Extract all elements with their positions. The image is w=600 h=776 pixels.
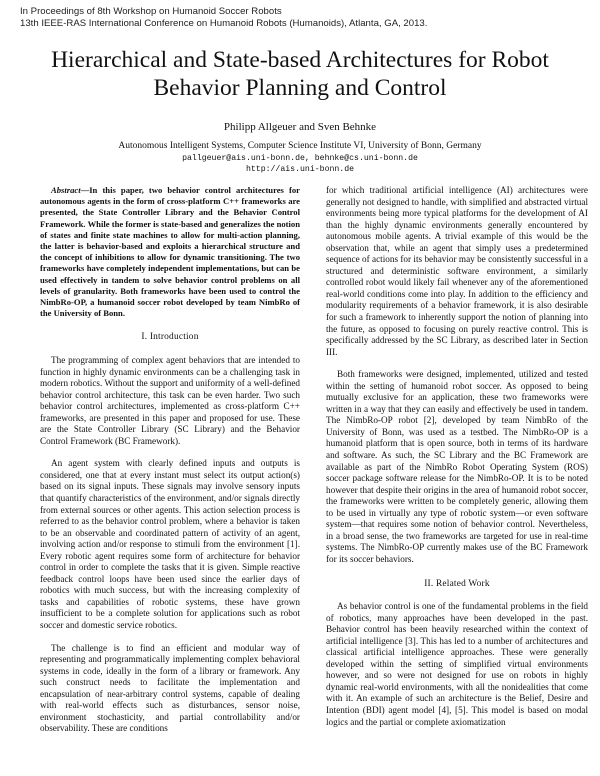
title-line-1: Hierarchical and State-based Architectures for Robot: [51, 47, 549, 73]
paragraph: The challenge is to find an efficient and modular way of representing and programmatically implementing complex behavioral systems in code, ideally in the form of a library or framework. Any such construct needs to facilitate the implementation and encapsulation of near-arbitrary control systems, capable of dealing with real-world effects such as disturbances, sensor noise, environment stochasticity, and partial controllability and/or observability. These are conditions: [40, 642, 300, 734]
paragraph: An agent system with clearly defined inputs and outputs is considered, one that at every instant must select its output action(s) based on its signal inputs. These signals may involve sensory inputs that quantify characteristics of the environment, and/or signals directly from external sources or other agents. This action selection process is referred to as the behavior control problem, where a behavior is taken to be an observable and coordinated pattern of activity of an agent, involving action and/or response to stimuli from the environment [1]. Every robotic agent requires some form of architecture for behavior control in order to complete the tasks that it is given. Simple reactive feedback control loops have been used since the earlier days of robotics with much success, but with the increasing complexity of tasks and capabilities of robotic systems, these have grown insufficient to be a complete solution for applications such as robot soccer and domestic service robotics.: [40, 458, 300, 631]
right-column: [326, 185, 588, 728]
abstract-text: —In this paper, two behavior control architectures for autonomous agents in the form of cross-platform C++ frameworks are presented, the State Controller Library and the Behavior Control Framework. While the former is state-based and generalizes the notion of states and finite state machines to allow for multi-action planning, the latter is behavior-based and exploits a hierarchical structure and the concept of inhibitions to allow for dynamic transitioning. The two frameworks have completely independent implementations, but can be used effectively in tandem to solve behavior control problems on all levels of granularity. Both frameworks have been used to control the NimbRo-OP, a humanoid soccer robot developed by team NimbRo of the University of Bonn.: [40, 185, 300, 319]
paragraph: The programming of complex agent behaviors that are intended to function in highly dynamic environments can be a challenging task in modern robotics. Without the support and uniformity of a well-defined behavior control architecture, this task can be even harder. Two such behavior control architectures, implemented as cross-platform C++ frameworks, are presented in this paper and proposed for use. These are the State Controller Library (SC Library) and the Behavior Control Framework (BC Framework).: [40, 354, 300, 446]
authors: Philipp Allgeuer and Sven Behnke: [223, 121, 377, 133]
header-line-2: 13th IEEE-RAS International Conference on Humanoid Robots (Humanoids), Atlanta, GA, 2013.: [20, 17, 428, 29]
abstract-label: Abstract: [51, 185, 81, 195]
proceedings-header: [20, 6, 427, 29]
affiliation: [0, 141, 600, 176]
author-emails[interactable]: pallgeuer@ais.uni-bonn.de, behnke@cs.uni-bonn.de: [182, 153, 418, 163]
header-line-1: In Proceedings of 8th Workshop on Humanoid Soccer Robots: [20, 6, 282, 17]
abstract: [40, 185, 300, 319]
section-heading-related-work: II. Related Work: [424, 578, 490, 589]
paragraph: for which traditional artificial intelligence (AI) architectures were generally not designed to handle, with simplified and abstracted virtual environments being more typical platforms for the development of AI than the highly dynamic environments generally encountered by autonomous mobile agents. A trivial example of this would be the observation that, while an agent that simply uses a predetermined sequence of actions for its behavior may be consistently successful in a structured and deterministic software environment, a similarly controlled robot would likely fail whenever any of the aforementioned real-world conditions come into play. In addition to the efficiency and modularity requirements of a behavior framework, it is also desirable for such a framework to inherently support the notion of planning into the future, as opposed to focusing on purely reactive control. This is specifically addressed by the SC Library, as described later in Section III.: [326, 185, 588, 357]
section-heading-introduction: I. Introduction: [141, 332, 199, 343]
left-column: [40, 185, 300, 735]
paragraph: Both frameworks were designed, implemented, utilized and tested within the setting of humanoid robot soccer. As opposed to being mutually exclusive for an application, these two frameworks were written in a way that they can easily and effectively be used in tandem. The NimbRo-OP robot [2], developed by team NimbRo of the University of Bonn, was used as a testbed. The NimbRo-OP is a humanoid platform that is open source, both in terms of its hardware and software. As such, the SC Library and the BC Framework are available as part of the NimbRo Robot Operating System (ROS) soccer package software release for the NimbRo-OP. It is to be noted however that despite their origins in the area of humanoid robot soccer, the frameworks were written to be completely generic, allowing them to be used in virtually any type of robotic system—or even software system—that requires some notion of behavior control. Nevertheless, in a broad sense, the two frameworks are targeted for use in real-time systems. The NimbRo-OP currently makes use of the BC Framework for its soccer behaviors.: [326, 369, 588, 564]
institution: Autonomous Intelligent Systems, Computer Science Institute VI, University of Bonn, Germany: [118, 141, 482, 151]
title-line-2: Behavior Planning and Control: [153, 75, 447, 101]
paragraph: As behavior control is one of the fundamental problems in the field of robotics, many approaches have been developed in the past. Behavior control has been heavily researched within the context of artificial intelligence [3]. This has led to a number of architectures and classical artificial intelligence approaches. These were generally developed within the setting of simplified virtual environments however, and so were not designed for use on robots in highly dynamic real-world environments, with all the nonidealities that come with it. An example of such an architecture is the Belief, Desire and Intention (BDI) agent model [4], [5]. This model is based on modal logics and the partial or complete axiomatization: [326, 601, 588, 727]
lab-url[interactable]: http://ais.uni-bonn.de: [245, 165, 355, 174]
paper-title: [0, 46, 600, 102]
